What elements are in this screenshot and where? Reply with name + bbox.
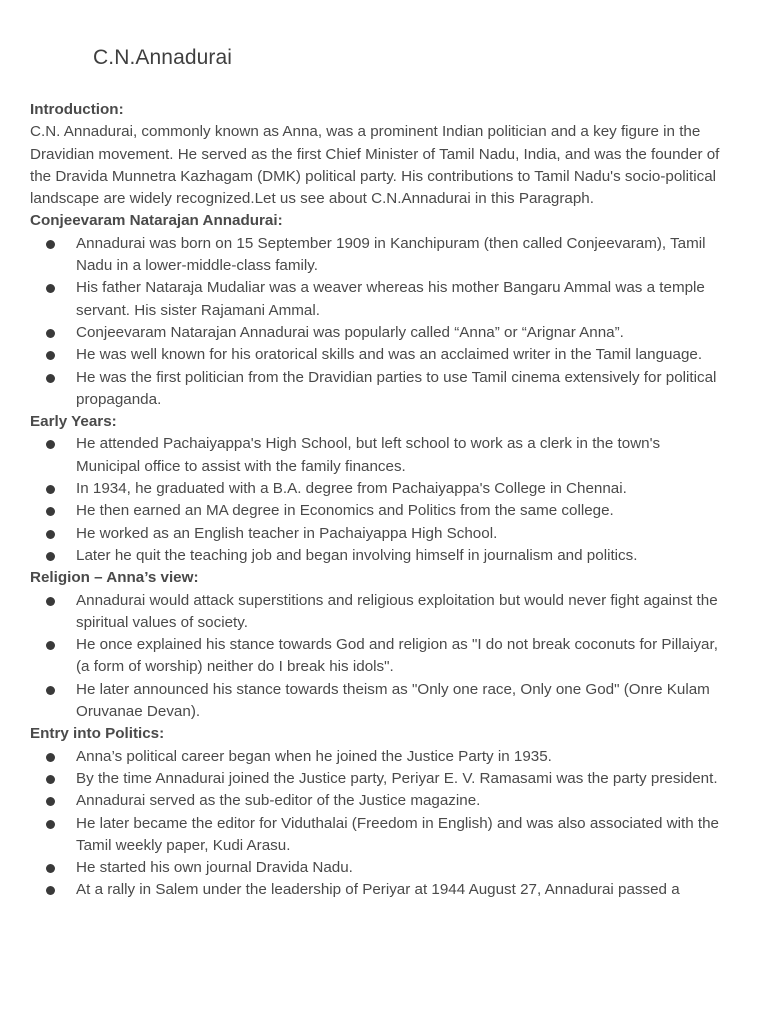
list-item [30, 344, 730, 366]
section-heading: Religion – Anna’s view: [30, 569, 199, 587]
list-item [30, 367, 730, 412]
bullet-icon [46, 775, 55, 784]
section-entry-into-politics [30, 723, 730, 901]
section-heading: Introduction: [30, 101, 124, 118]
bullet-list [30, 433, 730, 567]
bullet-icon [46, 753, 55, 762]
list-item [30, 233, 730, 278]
bullet-icon [46, 686, 55, 695]
list-item-text: He then earned an MA degree in Economics and Politics from the same college. [76, 502, 614, 520]
list-item-text: Later he quit the teaching job and began involving himself in journalism and politics. [76, 546, 638, 564]
list-item-text: Annadurai was born on 15 September 1909 in Kanchipuram (then called Conjeevaram), Tamil Nadu in a lower-middle-class family. [76, 234, 706, 275]
bullet-list [30, 746, 730, 902]
list-item [30, 813, 730, 858]
list-item-text: He attended Pachaiyappa's High School, but left school to work as a clerk in the town's Municipal office to assist with the family finances. [76, 435, 661, 475]
list-item [30, 545, 730, 567]
bullet-icon [46, 329, 55, 338]
list-item-text: He later became the editor for Viduthalai (Freedom in English) and was also associated with the Tamil weekly paper, Kudi Arasu. [76, 814, 719, 854]
list-item-text: He started his own journal Dravida Nadu. [76, 859, 353, 877]
list-item [30, 590, 730, 635]
bullet-icon [46, 485, 55, 494]
list-item [30, 679, 730, 724]
list-item-text: Conjeevaram Natarajan Annadurai was popularly called “Anna” or “Arignar Anna”. [76, 323, 624, 341]
list-item [30, 879, 730, 901]
list-item-text: He once explained his stance towards God and religion as "I do not break coconuts for Pillaiyar, (a form of worship) neither do I break his idols". [76, 636, 718, 676]
list-item-text: He was well known for his oratorical skills and was an acclaimed writer in the Tamil language. [76, 346, 703, 364]
list-item [30, 433, 730, 478]
bullet-icon [46, 864, 55, 873]
bullet-icon [46, 641, 55, 650]
list-item-text: He was the first politician from the Dravidian parties to use Tamil cinema extensively for political propaganda. [76, 368, 717, 408]
section-heading: Conjeevaram Natarajan Annadurai: [30, 212, 283, 230]
list-item-text: He worked as an English teacher in Pachaiyappa High School. [76, 524, 498, 542]
bullet-list [30, 233, 730, 411]
bullet-list [30, 590, 730, 724]
list-item [30, 768, 730, 790]
bullet-icon [46, 597, 55, 606]
bullet-icon [46, 351, 55, 360]
bullet-icon [46, 886, 55, 895]
list-item [30, 790, 730, 812]
bullet-icon [46, 374, 55, 383]
list-item [30, 523, 730, 545]
bullet-icon [46, 507, 55, 516]
bullet-icon [46, 530, 55, 539]
bullet-icon [46, 797, 55, 806]
bullet-icon [46, 552, 55, 561]
list-item [30, 746, 730, 768]
bullet-icon [46, 820, 55, 829]
list-item-text: His father Nataraja Mudaliar was a weaver whereas his mother Bangaru Ammal was a temple servant. His sister Rajamani Ammal. [76, 279, 705, 319]
bullet-icon [46, 240, 55, 249]
list-item [30, 478, 730, 500]
section-biography [30, 210, 730, 411]
section-early-years [30, 411, 730, 567]
section-heading: Entry into Politics: [30, 725, 165, 743]
intro-paragraph: C.N. Annadurai, commonly known as Anna, was a prominent Indian politician and a key figure in the Dravidian movement. He served as the first Chief Minister of Tamil Nadu, India, and was the founder of the Dravida Munnetra Kazhagam (DMK) political party. His contributions to Tamil Nadu's socio-political landscape are widely recognized.Let us see about C.N.Annadurai in this Paragraph. [30, 123, 720, 208]
list-item [30, 500, 730, 522]
list-item-text: Annadurai served as the sub-editor of the Justice magazine. [76, 792, 481, 810]
list-item-text: Annadurai would attack superstitions and religious exploitation but would never fight against the spiritual values of society. [76, 591, 718, 631]
list-item [30, 634, 730, 679]
section-religion [30, 567, 730, 723]
list-item-text: He later announced his stance towards theism as "Only one race, Only one God" (Onre Kulam Oruvanae Devan). [76, 680, 710, 721]
document-body [30, 99, 730, 902]
list-item [30, 857, 730, 879]
list-item [30, 277, 730, 322]
document-title: C.N.Annadurai [93, 46, 233, 69]
section-introduction [30, 99, 730, 210]
list-item-text: At a rally in Salem under the leadership of Periyar at 1944 August 27, Annadurai passed a [76, 881, 680, 899]
list-item-text: Anna’s political career began when he joined the Justice Party in 1935. [76, 747, 552, 765]
list-item-text: In 1934, he graduated with a B.A. degree from Pachaiyappa's College in Chennai. [76, 480, 627, 498]
bullet-icon [46, 284, 55, 293]
bullet-icon [46, 440, 55, 449]
list-item [30, 322, 730, 344]
section-heading: Early Years: [30, 413, 117, 431]
list-item-text: By the time Annadurai joined the Justice party, Periyar E. V. Ramasami was the party president. [76, 769, 718, 787]
